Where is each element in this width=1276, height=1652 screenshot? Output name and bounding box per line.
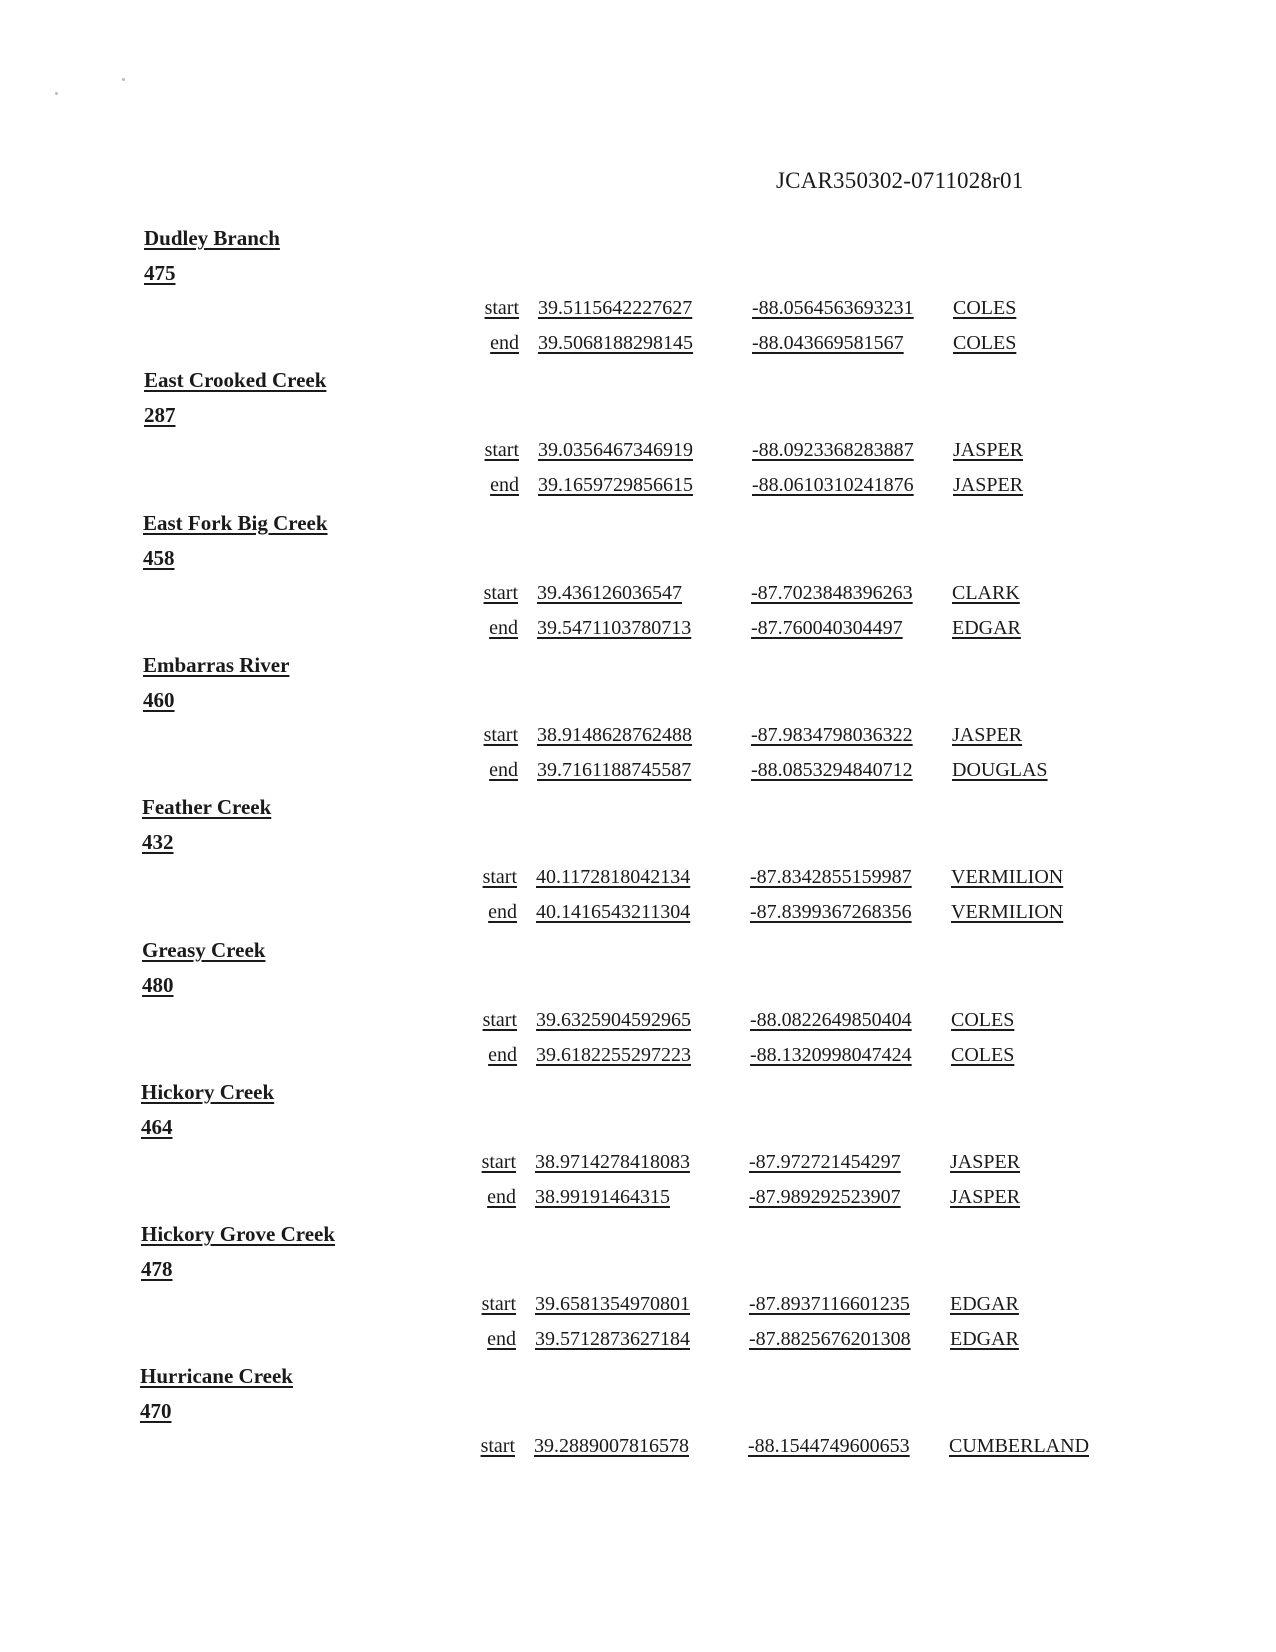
segment-id: 287 [144, 403, 176, 427]
longitude-value: -88.0822649850404 [750, 1009, 912, 1031]
longitude-value: -87.8937116601235 [749, 1293, 910, 1315]
latitude-value: 39.5471103780713 [537, 617, 692, 639]
county-name: JASPER [953, 474, 1024, 496]
county-name: COLES [953, 332, 1017, 354]
county-name: COLES [951, 1044, 1015, 1066]
longitude-value: -88.1544749600653 [748, 1435, 910, 1457]
longitude-value: -87.989292523907 [749, 1186, 901, 1208]
county-name: VERMILION [951, 866, 1064, 888]
latitude-value: 39.7161188745587 [537, 759, 692, 781]
end-label: end [488, 901, 517, 923]
end-label: end [488, 1044, 517, 1066]
start-label: start [484, 439, 519, 461]
county-name: JASPER [953, 439, 1024, 461]
start-point-row [0, 1293, 1273, 1323]
stream-entry [0, 795, 1274, 938]
county-name: JASPER [950, 1151, 1021, 1173]
start-label: start [484, 297, 519, 319]
longitude-value: -88.1320998047424 [750, 1044, 912, 1066]
county-name: CLARK [952, 582, 1020, 604]
stream-name: Feather Creek [142, 795, 272, 819]
segment-id: 480 [142, 973, 174, 997]
latitude-value: 38.99191464315 [535, 1186, 670, 1208]
latitude-value: 39.5712873627184 [535, 1328, 690, 1350]
longitude-value: -88.0853294840712 [751, 759, 913, 781]
segment-id: 470 [140, 1399, 172, 1423]
start-point-row [0, 582, 1275, 612]
start-label: start [481, 1293, 516, 1315]
document-id: JCAR350302-0711028r01 [776, 168, 1024, 193]
latitude-value: 39.2889007816578 [534, 1435, 689, 1457]
latitude-value: 39.6581354970801 [535, 1293, 690, 1315]
stream-entry [0, 938, 1274, 1081]
stream-entry [0, 368, 1276, 511]
segment-id: 458 [143, 546, 175, 570]
latitude-value: 40.1172818042134 [536, 866, 691, 888]
stream-name: Dudley Branch [144, 226, 280, 250]
segment-id: 432 [142, 830, 174, 854]
segment-id: 460 [143, 688, 175, 712]
longitude-value: -88.0923368283887 [752, 439, 914, 461]
scan-speck [55, 92, 58, 95]
latitude-value: 39.6182255297223 [536, 1044, 691, 1066]
start-point-row [0, 866, 1274, 896]
latitude-value: 39.5068188298145 [538, 332, 693, 354]
longitude-value: -87.8342855159987 [750, 866, 912, 888]
start-label: start [482, 866, 517, 888]
longitude-value: -87.760040304497 [751, 617, 903, 639]
county-name: JASPER [950, 1186, 1021, 1208]
stream-name: Greasy Creek [142, 938, 266, 962]
longitude-value: -87.972721454297 [749, 1151, 901, 1173]
longitude-value: -88.043669581567 [752, 332, 904, 354]
end-point-row [0, 617, 1275, 647]
end-label: end [489, 617, 518, 639]
latitude-value: 39.5115642227627 [538, 297, 693, 319]
latitude-value: 38.9148628762488 [537, 724, 692, 746]
longitude-value: -88.0610310241876 [752, 474, 914, 496]
longitude-value: -87.8399367268356 [750, 901, 912, 923]
county-name: EDGAR [950, 1328, 1019, 1350]
start-label: start [482, 1009, 517, 1031]
end-point-row [0, 1328, 1273, 1358]
county-name: COLES [951, 1009, 1015, 1031]
segment-id: 478 [141, 1257, 173, 1281]
start-point-row [0, 1435, 1272, 1465]
stream-entry [0, 1080, 1273, 1223]
start-point-row [0, 297, 1276, 327]
county-name: DOUGLAS [952, 759, 1048, 781]
stream-name: Hickory Creek [141, 1080, 275, 1104]
stream-name: Embarras River [143, 653, 290, 677]
longitude-value: -87.8825676201308 [749, 1328, 911, 1350]
county-name: JASPER [952, 724, 1023, 746]
latitude-value: 39.1659729856615 [538, 474, 693, 496]
end-point-row [0, 474, 1276, 504]
stream-entry [0, 653, 1275, 796]
county-name: VERMILION [951, 901, 1064, 923]
end-label: end [489, 759, 518, 781]
start-label: start [483, 724, 518, 746]
segment-id: 464 [141, 1115, 173, 1139]
end-point-row [0, 901, 1274, 931]
scan-speck [122, 78, 125, 81]
end-point-row [0, 1186, 1273, 1216]
start-point-row [0, 439, 1276, 469]
start-point-row [0, 1151, 1273, 1181]
longitude-value: -87.9834798036322 [751, 724, 913, 746]
longitude-value: -87.7023848396263 [751, 582, 913, 604]
start-label: start [480, 1435, 515, 1457]
longitude-value: -88.0564563693231 [752, 297, 914, 319]
start-point-row [0, 724, 1275, 754]
end-label: end [487, 1186, 516, 1208]
county-name: COLES [953, 297, 1017, 319]
county-name: CUMBERLAND [949, 1435, 1090, 1457]
county-name: EDGAR [950, 1293, 1019, 1315]
end-label: end [490, 332, 519, 354]
end-point-row [0, 332, 1276, 362]
stream-entry [0, 511, 1275, 654]
start-point-row [0, 1009, 1274, 1039]
end-label: end [490, 474, 519, 496]
end-point-row [0, 1044, 1274, 1074]
latitude-value: 40.1416543211304 [536, 901, 691, 923]
end-point-row [0, 759, 1275, 789]
county-name: EDGAR [952, 617, 1021, 639]
latitude-value: 38.9714278418083 [535, 1151, 690, 1173]
segment-id: 475 [144, 261, 176, 285]
stream-name: Hickory Grove Creek [141, 1222, 336, 1246]
latitude-value: 39.6325904592965 [536, 1009, 691, 1031]
latitude-value: 39.0356467346919 [538, 439, 693, 461]
latitude-value: 39.436126036547 [537, 582, 682, 604]
stream-name: East Fork Big Creek [143, 511, 328, 535]
stream-name: East Crooked Creek [144, 368, 327, 392]
stream-entry [0, 226, 1276, 369]
stream-name: Hurricane Creek [140, 1364, 293, 1388]
stream-entry [0, 1364, 1272, 1507]
end-label: end [487, 1328, 516, 1350]
start-label: start [483, 582, 518, 604]
stream-entry [0, 1222, 1273, 1365]
start-label: start [481, 1151, 516, 1173]
